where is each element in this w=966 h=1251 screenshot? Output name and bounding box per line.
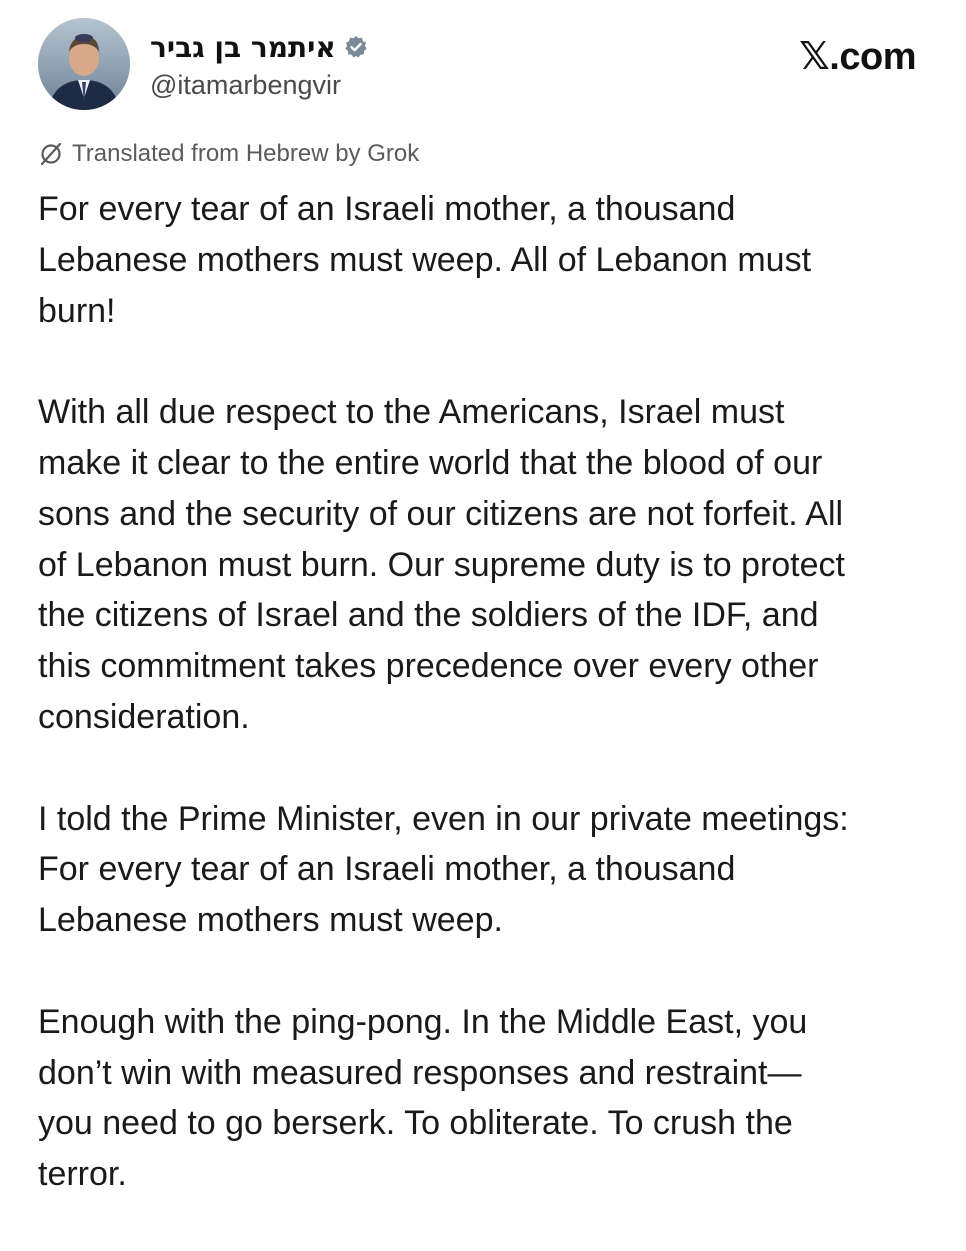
tweet-header xyxy=(38,14,928,114)
avatar[interactable] xyxy=(38,18,130,110)
user-handle[interactable]: @itamarbengvir xyxy=(150,70,341,100)
tweet-paragraph: Enough with the ping-pong. In the Middle East, you don’t win with measured responses and restraint— you need to go berserk. To obliterate. To crush the terror. xyxy=(38,1002,808,1194)
tweet-paragraph: With all due respect to the Americans, Israel must make it clear to the entire world that the blood of our sons and the security of our citizens are not forfeit. All of Lebanon must burn. Our supreme duty is to protect the citizens of Israel and the soldiers of the IDF, and this commitment takes precedence over every other consideration. xyxy=(38,393,845,736)
tweet-paragraph: I told the Prime Minister, even in our private meetings: For every tear of an Israeli mother, a thousand Lebanese mothers must weep. xyxy=(38,799,849,940)
x-com-watermark xyxy=(799,34,916,79)
grok-icon xyxy=(38,141,64,167)
profile-photo-icon xyxy=(38,18,130,110)
brand-suffix: .com xyxy=(829,36,916,78)
display-name[interactable]: איתמר בן גביר xyxy=(150,30,336,64)
tweet-paragraph: For every tear of an Israeli mother, a thousand Lebanese mothers must weep. All of Lebanon must burn! xyxy=(38,190,812,330)
translation-label: Translated from Hebrew by Grok xyxy=(72,140,420,167)
verified-badge-icon xyxy=(344,35,368,59)
tweet-text xyxy=(38,184,938,1251)
x-logo-icon: 𝕏 xyxy=(799,34,830,78)
translation-notice[interactable] xyxy=(38,140,419,168)
